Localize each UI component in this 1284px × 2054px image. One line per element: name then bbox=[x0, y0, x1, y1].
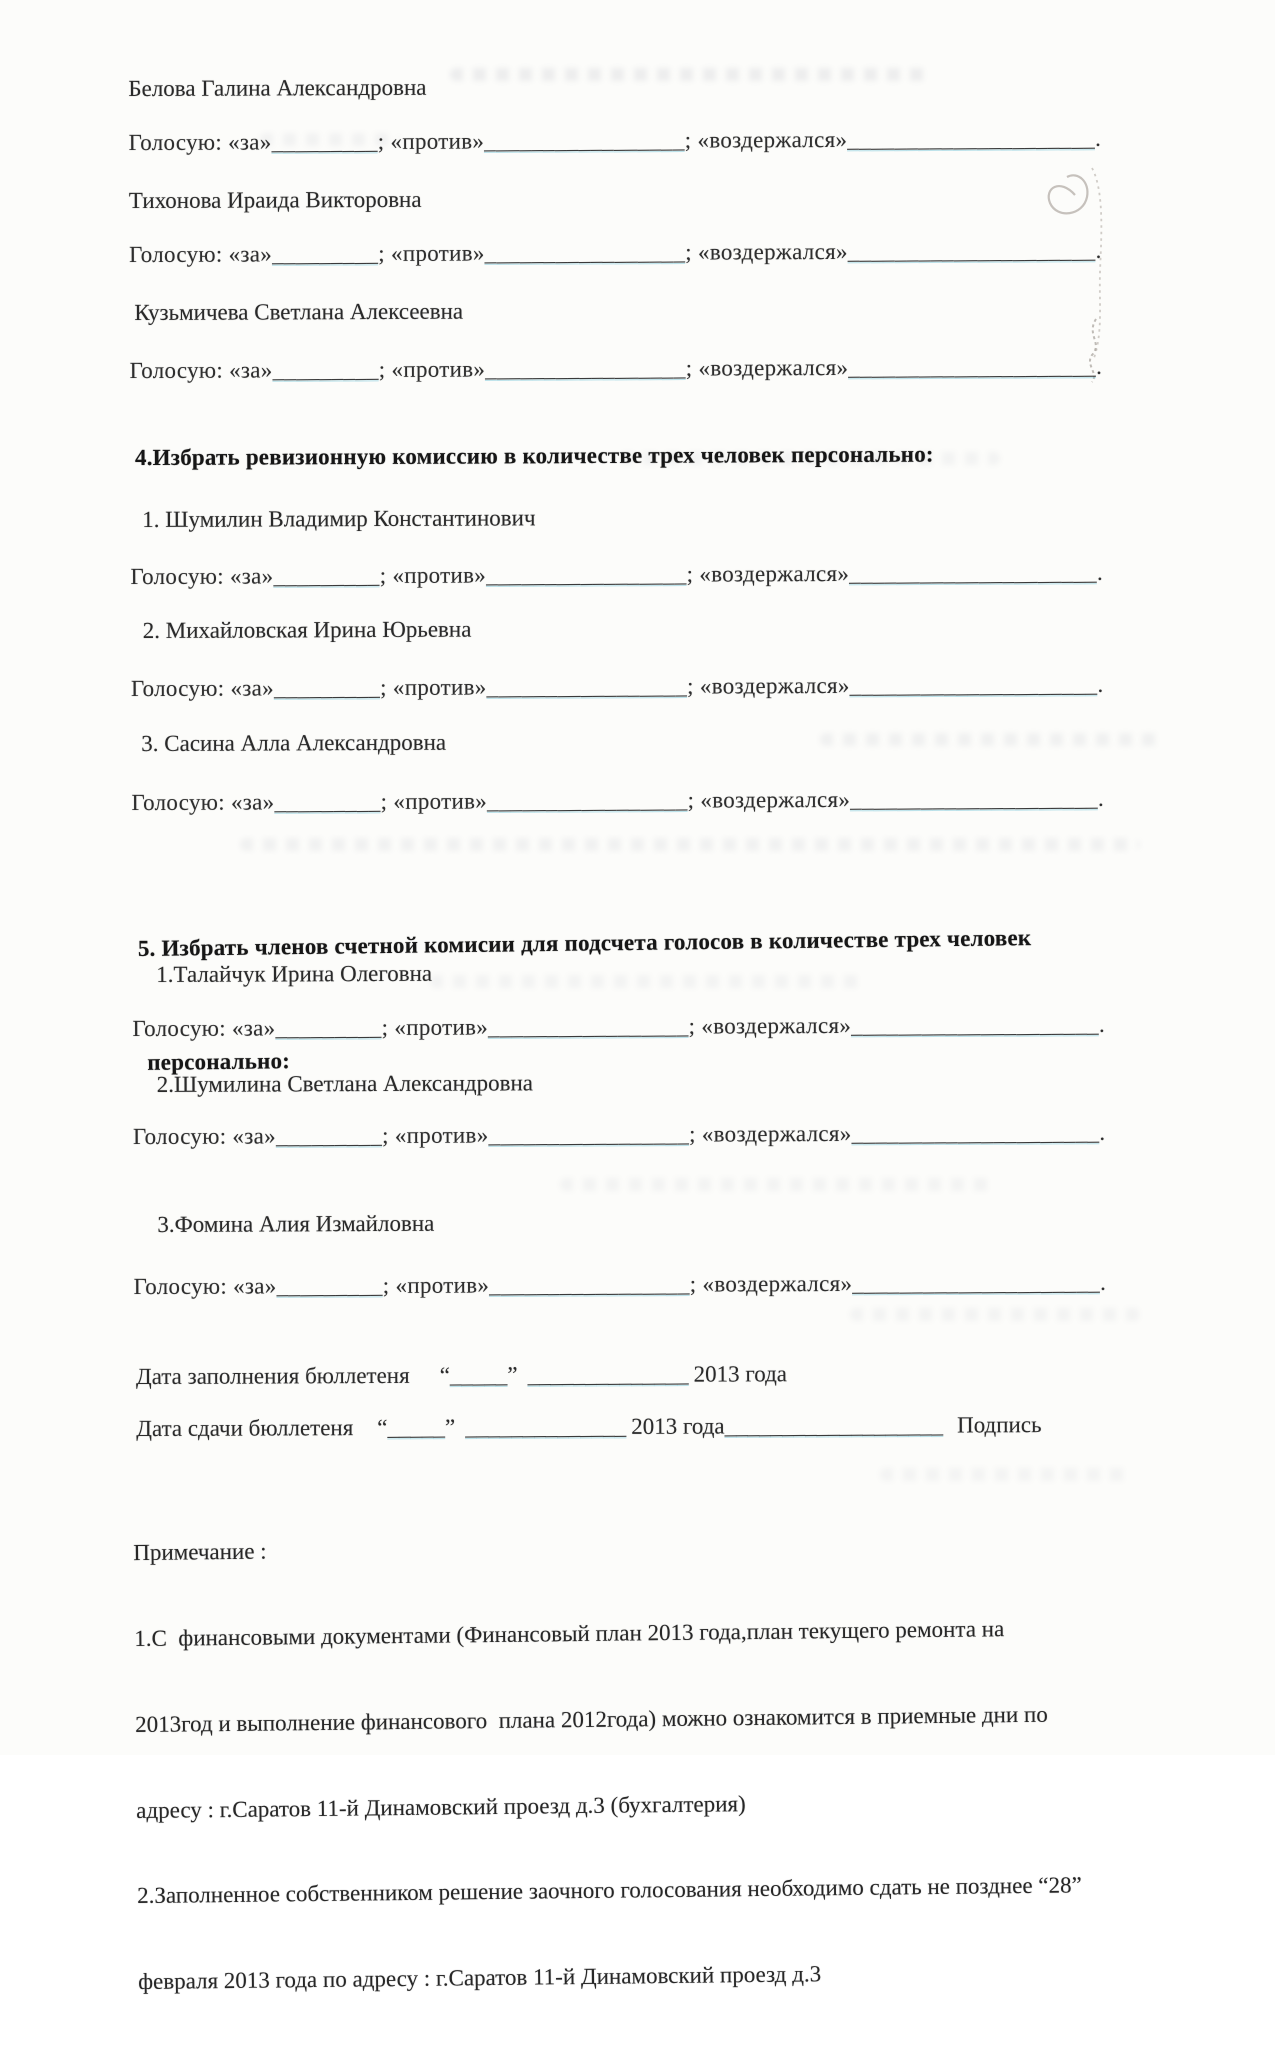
signature-blank[interactable]: ___________________ bbox=[724, 1412, 944, 1439]
vote-za-blank[interactable]: _________ bbox=[273, 562, 380, 589]
vote-za-blank[interactable]: _________ bbox=[275, 1122, 383, 1149]
vote-prefix-label: Голосую: «за» bbox=[132, 1123, 276, 1150]
vote-vozderzhalsya-blank[interactable]: _____________________ bbox=[847, 237, 1096, 264]
vote-vozderzhalsya-blank[interactable]: _____________________ bbox=[851, 1119, 1100, 1146]
section-5-heading bbox=[137, 843, 1034, 1158]
vote-vozderzhalsya-label: ; «воздержался» bbox=[687, 786, 851, 813]
vote-line bbox=[130, 354, 1103, 384]
vote-period: . bbox=[1097, 785, 1105, 811]
candidate-name: 3. Сасина Алла Александровна bbox=[141, 729, 447, 757]
candidate-name: 1. Шумилин Владимир Константинович bbox=[142, 505, 536, 533]
candidate-name: 1.Талайчук Ирина Олеговна bbox=[156, 960, 433, 987]
vote-protiv-label: ; «против» bbox=[382, 1272, 490, 1298]
vote-protiv-blank[interactable]: _________________ bbox=[486, 787, 688, 814]
vote-za-blank[interactable]: _________ bbox=[275, 1014, 382, 1041]
vote-line bbox=[129, 126, 1102, 156]
vote-prefix-label: Голосую: «за» bbox=[131, 789, 275, 816]
vote-protiv-blank[interactable]: _________________ bbox=[485, 561, 687, 588]
vote-vozderzhalsya-label: ; «воздержался» bbox=[684, 126, 848, 153]
year-label: 2013 года bbox=[693, 1361, 788, 1387]
vote-period: . bbox=[1095, 125, 1102, 151]
date-filled-label: Дата заполнения бюллетеня bbox=[135, 1362, 410, 1390]
notes-title: Примечание : bbox=[133, 1538, 267, 1566]
vote-protiv-label: ; «против» bbox=[379, 562, 487, 588]
vote-za-blank[interactable]: _________ bbox=[272, 356, 379, 383]
vote-prefix-label: Голосую: «за» bbox=[129, 241, 273, 268]
vote-protiv-label: ; «против» bbox=[378, 240, 485, 266]
vote-vozderzhalsya-label: ; «воздержался» bbox=[689, 1120, 852, 1147]
vote-protiv-label: ; «против» bbox=[382, 1122, 489, 1148]
note-line: адресу : г.Саратов 11-й Динамовский проезд д.3 (бухгалтерия) bbox=[136, 1790, 746, 1823]
vote-line bbox=[130, 560, 1103, 590]
vote-vozderzhalsya-label: ; «воздержался» bbox=[686, 560, 850, 587]
vote-protiv-label: ; «против» bbox=[381, 1014, 489, 1040]
vote-protiv-blank[interactable]: _________________ bbox=[487, 1013, 689, 1040]
vote-period: . bbox=[1099, 1119, 1106, 1145]
vote-za-blank[interactable]: _________ bbox=[274, 788, 381, 815]
vote-period: . bbox=[1096, 559, 1104, 585]
vote-za-blank[interactable]: _________ bbox=[276, 1272, 383, 1299]
close-quote: ” bbox=[444, 1414, 456, 1440]
vote-protiv-blank[interactable]: _________________ bbox=[489, 1271, 690, 1298]
note-line: 2.Заполненное собственником решение заочного голосования необходимо сдать не позднее “28” bbox=[137, 1872, 1082, 1909]
vote-vozderzhalsya-label: ; «воздержался» bbox=[689, 1270, 853, 1297]
vote-period: . bbox=[1096, 353, 1103, 379]
candidate-name: Кузьмичева Светлана Алексеевна bbox=[134, 298, 464, 326]
vote-protiv-label: ; «против» bbox=[378, 356, 486, 382]
vote-za-blank[interactable]: _________ bbox=[273, 674, 381, 701]
vote-za-blank[interactable]: _________ bbox=[272, 240, 379, 267]
vote-za-blank[interactable]: _________ bbox=[271, 128, 378, 155]
candidate-name: 2.Шумилина Светлана Александровна bbox=[156, 1070, 534, 1097]
candidate-name: Белова Галина Александровна bbox=[128, 74, 427, 102]
note-line: февраля 2013 года по адресу : г.Саратов 11-й Динамовский проезд д.3 bbox=[137, 1961, 822, 1995]
close-quote: ” bbox=[507, 1362, 518, 1388]
day-blank[interactable]: _____ bbox=[449, 1362, 508, 1388]
vote-prefix-label: Голосую: «за» bbox=[133, 1273, 277, 1300]
month-blank[interactable]: ______________ bbox=[527, 1361, 689, 1388]
note-line: 1.С финансовыми документами (Финансовый план 2013 года,план текущего ремонта на bbox=[134, 1616, 1005, 1652]
vote-line bbox=[131, 672, 1104, 702]
vote-vozderzhalsya-blank[interactable]: _____________________ bbox=[852, 1269, 1101, 1296]
vote-vozderzhalsya-blank[interactable]: _____________________ bbox=[847, 125, 1096, 152]
vote-line bbox=[129, 238, 1102, 268]
vote-vozderzhalsya-label: ; «воздержался» bbox=[688, 1012, 852, 1039]
vote-protiv-label: ; «против» bbox=[380, 674, 487, 700]
vote-protiv-blank[interactable]: _________________ bbox=[485, 355, 686, 382]
vote-protiv-label: ; «против» bbox=[377, 128, 485, 154]
section-4-heading: 4.Избрать ревизионную комиссию в количестве трех человек персонально: bbox=[134, 441, 934, 471]
vote-prefix-label: Голосую: «за» bbox=[132, 1015, 276, 1042]
vote-protiv-blank[interactable]: _________________ bbox=[488, 1121, 690, 1148]
vote-line bbox=[131, 786, 1104, 816]
note-line: 2013год и выполнение финансового плана 2012года) можно ознакомится в приемные дни по bbox=[135, 1701, 1048, 1737]
signature-label: Подпись bbox=[957, 1412, 1042, 1438]
vote-protiv-label: ; «против» bbox=[380, 788, 488, 814]
vote-protiv-blank[interactable]: _________________ bbox=[486, 673, 688, 700]
notes-block bbox=[132, 1471, 1083, 2054]
vote-vozderzhalsya-blank[interactable]: _____________________ bbox=[850, 785, 1098, 812]
vote-protiv-blank[interactable]: _________________ bbox=[484, 127, 685, 154]
section-5-heading-line1: 5. Избрать членов счетной комисии для подсчета голосов в количестве трех человек bbox=[137, 925, 1032, 962]
vote-vozderzhalsya-blank[interactable]: _____________________ bbox=[849, 671, 1098, 698]
vote-vozderzhalsya-label: ; «воздержался» bbox=[685, 238, 848, 265]
vote-vozderzhalsya-blank[interactable]: _____________________ bbox=[851, 1011, 1099, 1038]
date-submitted-label: Дата сдачи бюллетеня bbox=[136, 1415, 354, 1442]
vote-line bbox=[134, 1270, 1107, 1300]
year-label: 2013 года bbox=[631, 1413, 725, 1439]
open-quote: “ bbox=[439, 1362, 450, 1388]
candidate-name: 3.Фомина Алия Измайловна bbox=[157, 1210, 435, 1237]
vote-period: . bbox=[1097, 671, 1104, 697]
vote-line bbox=[132, 1012, 1105, 1042]
vote-prefix-label: Голосую: «за» bbox=[129, 357, 273, 384]
vote-period: . bbox=[1098, 1011, 1106, 1037]
vote-prefix-label: Голосую: «за» bbox=[130, 563, 274, 590]
section-5-heading-line2: персонально: bbox=[147, 1048, 291, 1075]
vote-vozderzhalsya-blank[interactable]: _____________________ bbox=[848, 353, 1097, 380]
day-blank[interactable]: _____ bbox=[387, 1414, 446, 1440]
candidate-name: 2. Михайловская Ирина Юрьевна bbox=[142, 616, 472, 644]
candidate-name: Тихонова Ираида Викторовна bbox=[128, 186, 422, 214]
month-blank[interactable]: ______________ bbox=[465, 1413, 627, 1440]
vote-vozderzhalsya-label: ; «воздержался» bbox=[685, 354, 849, 381]
vote-prefix-label: Голосую: «за» bbox=[128, 129, 272, 156]
vote-prefix-label: Голосую: «за» bbox=[130, 675, 275, 702]
vote-protiv-blank[interactable]: _________________ bbox=[484, 239, 686, 266]
vote-vozderzhalsya-label: ; «воздержался» bbox=[687, 672, 850, 699]
vote-line bbox=[133, 1120, 1106, 1150]
open-quote: “ bbox=[377, 1414, 388, 1440]
vote-vozderzhalsya-blank[interactable]: _____________________ bbox=[849, 559, 1098, 586]
date-filled-line bbox=[136, 1361, 787, 1390]
date-submitted-line bbox=[136, 1412, 1041, 1442]
vote-period: . bbox=[1099, 1269, 1107, 1295]
vote-period: . bbox=[1095, 237, 1102, 263]
